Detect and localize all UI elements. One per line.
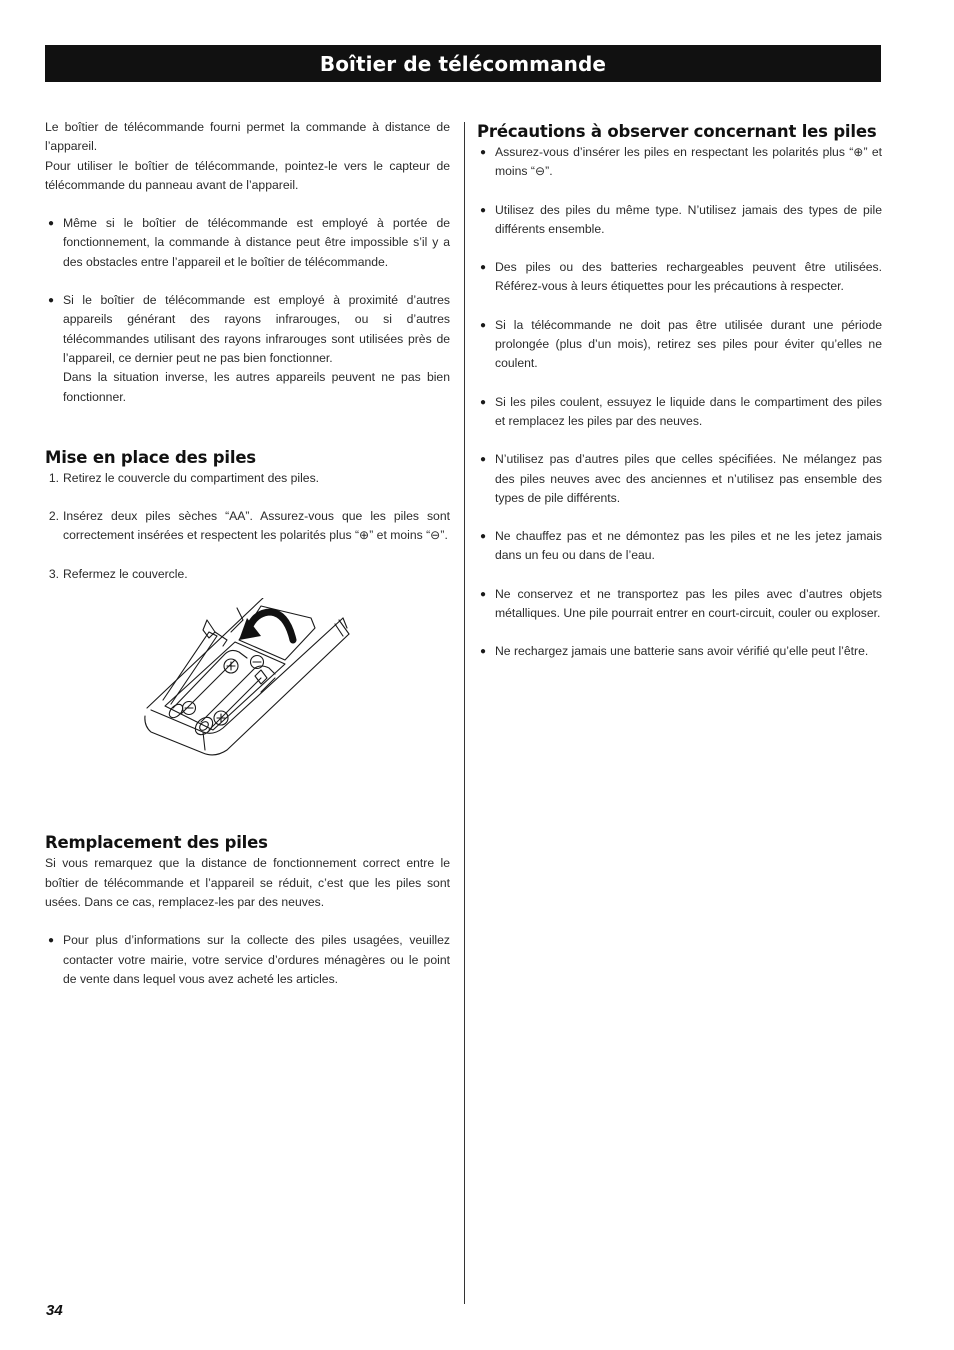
list-item (45, 931, 450, 989)
bullet-text: Ne conservez et ne transportez pas les piles avec d’autres objets métalliques. Une pile pourrait entrer en court-circuit, couler ou exploser. (495, 586, 882, 621)
column-divider (464, 122, 465, 1304)
bullet-icon: ● (480, 147, 487, 158)
bullet-icon: ● (480, 454, 487, 466)
step-number: 1. (48, 470, 59, 485)
list-item (477, 642, 882, 661)
bullet-text: Assurez-vous d’insérer les piles en respectant les polarités plus “⊕” et moins “⊖”. (495, 145, 882, 179)
bullet-icon: ● (48, 295, 55, 307)
title-bar (45, 45, 881, 82)
bullet-text (63, 291, 450, 407)
bullet-icon: ● (480, 646, 487, 658)
list-item (477, 316, 882, 374)
bullet-icon: ● (480, 204, 487, 216)
page-number: 34 (46, 1302, 63, 1319)
precautions-list (477, 143, 882, 662)
list-item (477, 585, 882, 624)
bullet-icon: ● (480, 262, 487, 274)
step-number: 2. (48, 509, 59, 524)
bullet-icon: ● (48, 935, 55, 947)
bullet-text: Ne rechargez jamais une batterie sans avoir vérifié qu’elle peut l’être. (495, 644, 869, 659)
right-column (477, 121, 882, 662)
step-number: 3. (48, 566, 59, 581)
bullet-text: N’utilisez pas d’autres piles que celles spécifiées. Ne mélangez pas des piles neuves avec des anciennes et n’utilisez pas ensemble des types de pile différents. (495, 452, 882, 505)
list-item (477, 201, 882, 240)
step-item (45, 507, 450, 546)
list-item (477, 450, 882, 508)
list-item (477, 393, 882, 432)
step-text: Refermez le couvercle. (63, 566, 188, 581)
step-text: Retirez le couvercle du compartiment des piles. (63, 470, 320, 485)
bullet-icon: ● (480, 396, 487, 408)
list-item (45, 214, 450, 272)
bullet-text: Si les piles coulent, essuyez le liquide dans le compartiment des piles et remplacez les piles par des neuves. (495, 394, 882, 428)
list-item (477, 143, 882, 182)
bullet-text: Ne chauffez pas et ne démontez pas les piles et ne les jetez jamais dans un feu ou dans de l’eau. (495, 529, 882, 563)
bullet-text: Même si le boîtier de télécommande est employé à portée de fonctionnement, la commande à distance peut être impossible s’il y a des obstacles entre l’appareil et le boîtier de télécommande. (63, 216, 450, 269)
bullet-text: Des piles ou des batteries rechargeables peuvent être utilisées. Référez-vous à leurs étiquettes pour les précautions à respecter. (495, 260, 882, 294)
step-text: Insérez deux piles sèches “AA”. Assurez-vous que les piles sont correctement insérées et respectent les polarités plus “⊕” et moins “⊖”. (63, 509, 450, 543)
list-item (477, 527, 882, 566)
bullet-icon: ● (480, 588, 487, 600)
bullet-icon: ● (480, 531, 487, 543)
section-heading-remplacement: Remplacement des piles (45, 833, 268, 853)
bullet-text: Utilisez des piles du même type. N’utilisez jamais des types de pile différents ensemble. (495, 202, 882, 236)
intro-paragraph-1: Le boîtier de télécommande fourni permet la commande à distance de l’appareil. (45, 120, 450, 154)
intro-paragraph-2: Pour utiliser le boîtier de télécommande, pointez-le vers le capteur de télécommande du panneau avant de l’appareil. (45, 158, 450, 192)
section-heading-precautions: Précautions à observer concernant les piles (477, 122, 877, 141)
battery-insertion-illustration (143, 598, 353, 758)
step-item (45, 469, 450, 488)
bullet-icon: ● (480, 319, 487, 331)
section-heading-mise-en-place: Mise en place des piles (45, 447, 256, 467)
list-item (45, 291, 450, 407)
bullet-text: Pour plus d’informations sur la collecte des piles usagées, veuillez contacter votre mairie, votre service d’ordures ménagères ou le point de vente dans lequel vous avez acheté les articles. (63, 933, 450, 986)
bullet-text-main: Si le boîtier de télécommande est employé à proximité d’autres appareils générant des rayons infrarouges, ou si d’autres télécommandes utilisant des rayons infrarouges sont utilisées près de l’appareil, ce dernier peut ne pas bien fonctionner. (63, 293, 450, 365)
bullet-text: Si la télécommande ne doit pas être utilisée durant une période prolongée (plus d’un mois), retirez ses piles pour éviter qu’elles ne coulent. (495, 317, 882, 371)
bullet-text-extra: Dans la situation inverse, les autres appareils peuvent ne pas bien fonctionner. (63, 370, 450, 404)
bullet-icon: ● (48, 218, 55, 230)
page-title: Boîtier de télécommande (319, 51, 607, 76)
left-column (45, 118, 450, 989)
list-item (477, 258, 882, 297)
step-item (45, 565, 450, 584)
remplacement-text: Si vous remarquez que la distance de fonctionnement correct entre le boîtier de télécommande et l’appareil se réduit, c’est que les piles sont usées. Dans ce cas, remplacez-les par des neuves. (45, 856, 450, 909)
